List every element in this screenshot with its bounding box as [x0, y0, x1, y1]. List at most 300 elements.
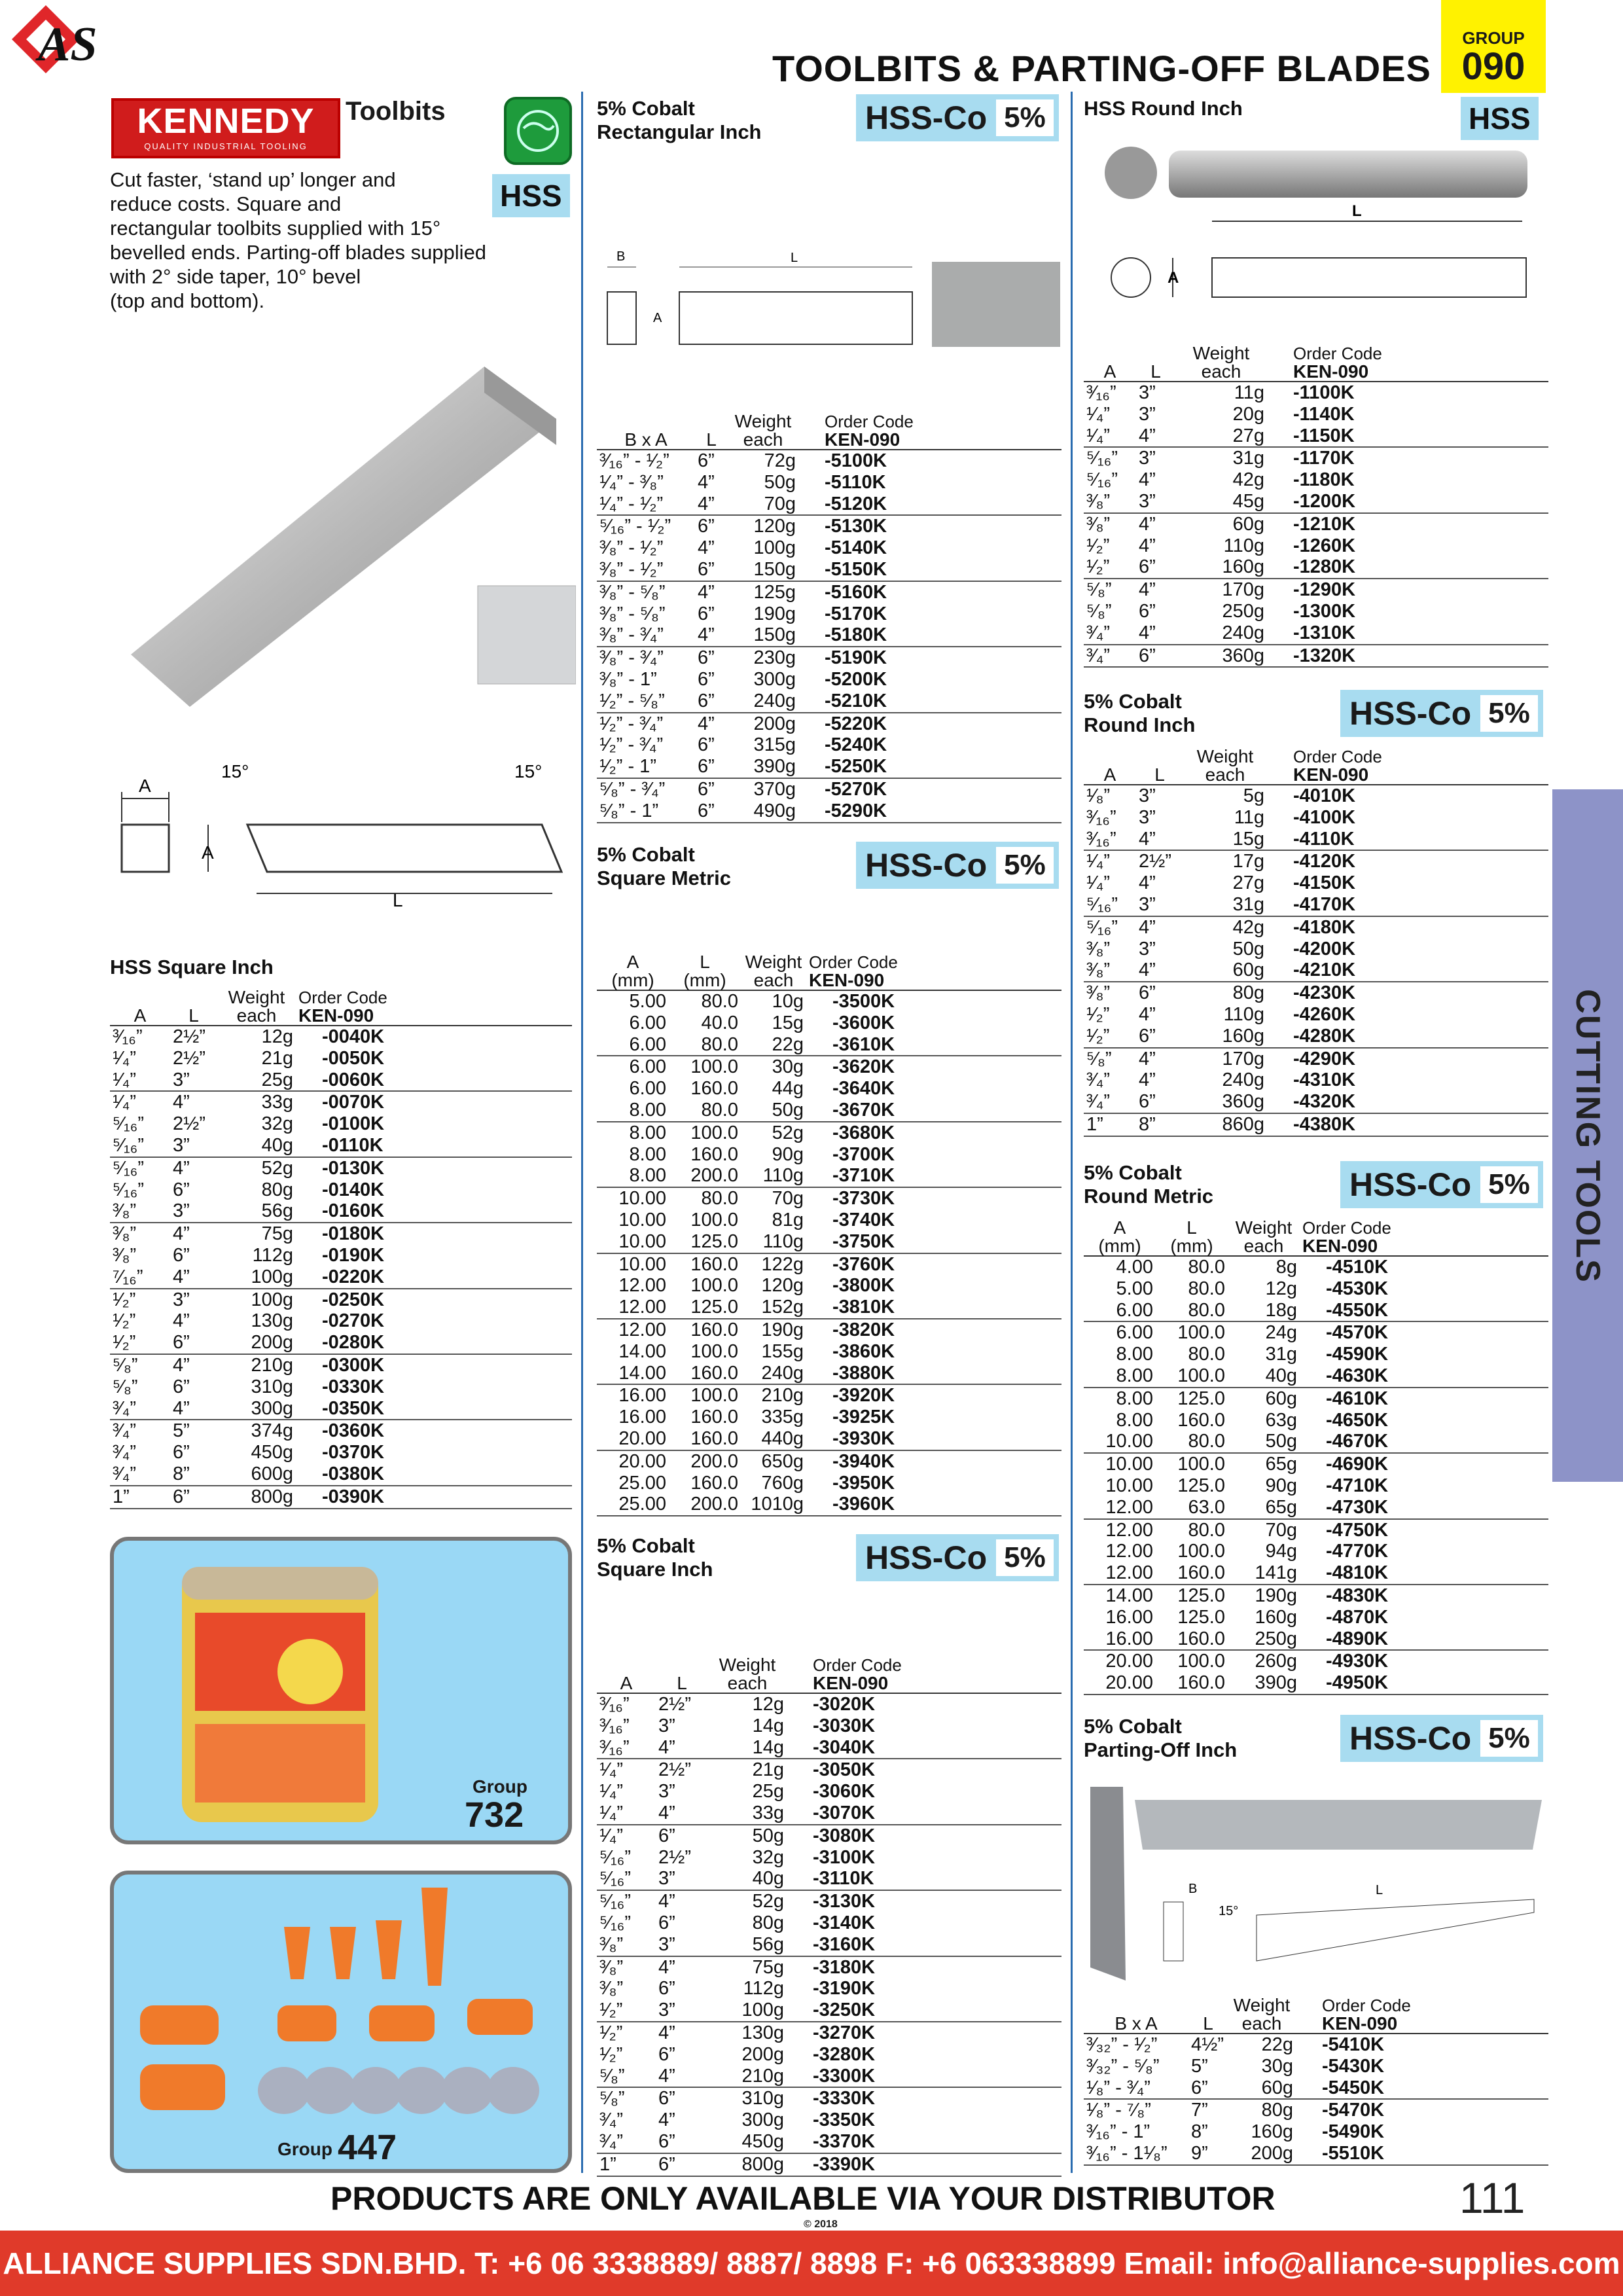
order-code-cell: -1280K	[1293, 556, 1356, 578]
table-row	[597, 1297, 1061, 1319]
hss-badge: HSS	[1461, 97, 1539, 140]
length-cell: 6”	[658, 2043, 675, 2065]
length-cell: 4”	[1139, 622, 1156, 643]
length-cell: 80.0	[701, 991, 738, 1012]
length-cell: 8”	[1191, 2121, 1208, 2143]
order-code-cell: -3390K	[787, 2153, 1061, 2176]
table-row	[1084, 404, 1548, 425]
length-cell: 4”	[1136, 1048, 1183, 1070]
table-row	[597, 1165, 1061, 1187]
weight-cell: 490g	[728, 800, 798, 823]
table-row	[1084, 850, 1548, 872]
size-cell: 25.00	[618, 1472, 666, 1494]
size-cell: ⁵⁄₁₆” - ¹⁄₂”	[597, 515, 695, 537]
order-code-cell: -5210K	[825, 690, 887, 711]
globe-icon	[504, 97, 572, 165]
order-code-cell: -4670K	[1326, 1431, 1389, 1452]
order-code-cell: -5120K	[825, 493, 887, 514]
table-row	[1084, 1388, 1548, 1410]
length-cell: 3”	[1139, 490, 1156, 512]
length-cell: 6”	[173, 1244, 190, 1266]
ad-group-label: Group	[277, 2139, 332, 2159]
side-tab-label: CUTTING TOOLS	[1569, 989, 1607, 1283]
weight-cell: 120g	[728, 515, 798, 537]
weight-cell: 32g	[261, 1113, 293, 1135]
table-row	[597, 493, 1061, 516]
length-cell: 3”	[658, 1933, 675, 1955]
length-cell: 3”	[1139, 938, 1156, 960]
length-cell: 160.0	[1177, 1628, 1225, 1649]
table-header: A (mm) L (mm) Weight each Order Code KEN-090	[1084, 1219, 1548, 1256]
order-code-cell: -3110K	[813, 1868, 874, 1890]
length-cell: 4”	[695, 581, 728, 603]
length-cell: 3”	[658, 2000, 675, 2021]
size-cell: ³⁄₁₆” - 1¹⁄₈”	[1084, 2143, 1188, 2165]
length-cell: 200.0	[669, 1450, 741, 1473]
size-cell: ⁵⁄₁₆”	[113, 1134, 145, 1156]
table-row	[1084, 579, 1548, 601]
size-cell: ¹⁄₄”	[599, 1802, 623, 1823]
length-cell: 100.0	[1177, 1541, 1225, 1562]
length-cell: 2½”	[656, 1759, 708, 1781]
weight-cell: 12g	[1265, 1278, 1297, 1299]
length-cell: 4”	[698, 471, 715, 493]
table-row	[1084, 645, 1548, 668]
order-code-cell: -4010K	[1293, 785, 1356, 806]
size-cell: 6.00	[629, 1033, 666, 1055]
weight-cell: 150g	[753, 624, 796, 646]
table-row	[1084, 1300, 1548, 1322]
order-code-cell: -3700K	[832, 1143, 895, 1165]
size-cell: ³⁄₈”	[113, 1244, 137, 1266]
brand-name: KENNEDY	[137, 101, 315, 141]
size-cell: ¹⁄₄” - ¹⁄₂”	[599, 493, 664, 514]
product-title: Toolbits	[346, 97, 446, 126]
table-row	[597, 1978, 1061, 2000]
weight-cell: 12g	[261, 1026, 293, 1047]
size-cell: ³⁄₁₆” - 1”	[1086, 2121, 1150, 2143]
size-cell: 1”	[1084, 1113, 1136, 1136]
category-side-tab[interactable]	[1552, 789, 1623, 1482]
weight-cell: 360g	[1222, 1091, 1264, 1113]
order-code-cell: -5510K	[1296, 2143, 1548, 2165]
weight-cell: 72g	[764, 450, 796, 471]
table-row	[1084, 447, 1548, 469]
table-row	[1084, 1256, 1548, 1278]
weight-cell: 450g	[251, 1442, 293, 1463]
length-cell: 4”	[1136, 916, 1183, 939]
size-cell: ¹⁄₈”	[1086, 785, 1111, 806]
size-cell: ¹⁄₂”	[599, 2000, 623, 2021]
order-code-cell: -0380K	[322, 1463, 385, 1484]
size-cell: ³⁄₄”	[1086, 622, 1110, 643]
weight-cell: 52g	[708, 1890, 787, 1912]
table-row	[597, 1056, 1061, 1078]
order-code-cell: -4710K	[1326, 1475, 1389, 1496]
length-cell: 100.0	[1156, 1453, 1228, 1475]
size-cell: 16.00	[1105, 1606, 1153, 1628]
table-row	[1084, 1091, 1548, 1113]
table-row	[597, 778, 1061, 800]
order-code-cell: -4950K	[1300, 1672, 1548, 1695]
table-row	[1084, 513, 1548, 535]
length-cell: 80.0	[1188, 1257, 1225, 1278]
coolant-ad[interactable]	[110, 1537, 572, 1844]
table-row	[1084, 491, 1548, 513]
size-cell: ¹⁄₄”	[599, 1781, 623, 1803]
weight-cell: 15g	[772, 1012, 804, 1033]
weight-cell: 141g	[1255, 1562, 1297, 1584]
length-cell: 100.0	[669, 1122, 741, 1144]
table-header: A L Weight each Order Code KEN-090	[597, 1656, 1061, 1693]
size-cell: 4.00	[1116, 1257, 1153, 1278]
table-row	[110, 1069, 572, 1092]
length-cell: 3”	[658, 1781, 675, 1803]
weight-cell: 50g	[1232, 938, 1264, 960]
order-code-cell: -0050K	[322, 1047, 385, 1069]
length-cell: 80.0	[1188, 1278, 1225, 1299]
length-cell: 3”	[1139, 785, 1156, 806]
size-cell: ³⁄₁₆”	[1086, 828, 1116, 850]
order-code-cell: -3330K	[787, 2087, 1061, 2109]
svg-text:15°: 15°	[1219, 1904, 1239, 1918]
size-cell: ¹⁄₄”	[113, 1069, 136, 1090]
length-cell: 6”	[656, 2153, 708, 2176]
hose-ad[interactable]	[110, 1871, 572, 2173]
length-cell: 4”	[698, 624, 715, 646]
weight-cell: 63g	[1265, 1409, 1297, 1431]
weight-cell: 170g	[1183, 1048, 1267, 1070]
size-cell: ¹⁄₈” - ³⁄₄”	[1086, 2077, 1150, 2098]
weight-cell: 70g	[1228, 1519, 1300, 1541]
size-cell: ⁵⁄₈”	[113, 1376, 138, 1397]
weight-cell: 200g	[741, 2043, 784, 2065]
length-cell: 200.0	[690, 1165, 738, 1187]
table-row	[1084, 535, 1548, 557]
table-row	[597, 515, 1061, 537]
order-code-cell: -4770K	[1326, 1541, 1389, 1562]
size-cell: ⁵⁄₁₆”	[599, 1846, 632, 1868]
order-code-cell: -3060K	[813, 1781, 876, 1803]
table-header: A (mm) L (mm) Weight each Order Code KEN-090	[597, 953, 1061, 990]
length-cell: 100.0	[690, 1275, 738, 1297]
order-code-cell: -4750K	[1300, 1519, 1548, 1541]
table-row	[597, 603, 1061, 625]
weight-cell: 190g	[1228, 1585, 1300, 1607]
length-cell: 4”	[1139, 872, 1156, 894]
order-code-cell: -4830K	[1300, 1585, 1548, 1607]
weight-cell: 450g	[741, 2130, 784, 2152]
weight-cell: 52g	[741, 1122, 806, 1144]
order-code-cell: -4810K	[1326, 1562, 1389, 1584]
length-cell: 100.0	[690, 1209, 738, 1230]
order-code-cell: -4510K	[1326, 1257, 1389, 1278]
length-cell: 6”	[658, 2130, 675, 2152]
order-code-cell: -5100K	[825, 450, 887, 471]
length-cell: 3”	[1139, 382, 1156, 403]
ad-group-label: Group	[473, 1776, 527, 1797]
weight-cell: 24g	[1228, 1321, 1300, 1344]
length-cell: 100.0	[1177, 1365, 1225, 1386]
size-cell: 8.00	[629, 1165, 666, 1187]
table-row	[1084, 2077, 1548, 2100]
length-cell: 125.0	[1177, 1606, 1225, 1628]
size-cell: ⁵⁄₈” - ³⁄₄”	[597, 778, 695, 800]
table-row	[110, 1420, 572, 1442]
weight-cell: 160g	[1222, 556, 1264, 578]
size-cell: ³⁄₈” - ¹⁄₂”	[599, 558, 664, 580]
weight-cell: 390g	[1228, 1672, 1300, 1695]
table-row	[597, 1100, 1061, 1122]
weight-cell: 21g	[261, 1047, 293, 1069]
table-header: A L Weight each Order Code KEN-090	[1084, 344, 1548, 382]
length-cell: 4”	[1139, 1069, 1156, 1091]
size-cell: ³⁄₈”	[1086, 490, 1111, 512]
order-code-cell: -5220K	[798, 713, 1061, 735]
weight-cell: 5g	[1243, 785, 1264, 806]
size-cell: ³⁄₈”	[599, 1933, 624, 1955]
table-row	[597, 800, 1061, 823]
table-row	[597, 537, 1061, 559]
distributor-note: PRODUCTS ARE ONLY AVAILABLE VIA YOUR DISTRIBUTOR	[330, 2180, 1275, 2217]
table-row	[1084, 1069, 1548, 1091]
size-cell: 1”	[597, 2153, 656, 2176]
svg-text:B: B	[616, 249, 626, 264]
hss-badge: HSS	[492, 174, 570, 217]
table-row	[1084, 829, 1548, 851]
order-code-cell: -0070K	[296, 1091, 572, 1113]
weight-cell: 335g	[761, 1407, 804, 1428]
size-cell: 10.00	[1105, 1431, 1153, 1452]
weight-cell: 27g	[1232, 872, 1264, 894]
size-cell: ⁵⁄₈” - 1”	[597, 800, 695, 823]
size-cell: ⁵⁄₁₆”	[599, 1912, 632, 1933]
size-cell: ³⁄₁₆”	[599, 1715, 630, 1736]
order-code-cell: -0140K	[322, 1179, 385, 1200]
svg-text:A: A	[1168, 269, 1179, 287]
hss-co-badge: HSS-Co 5%	[856, 94, 1059, 141]
table-row	[597, 1122, 1061, 1144]
order-code-cell: -3960K	[806, 1494, 1061, 1516]
weight-cell: 170g	[1175, 579, 1267, 601]
table-row	[1084, 982, 1548, 1004]
weight-cell: 20g	[1232, 403, 1264, 425]
weight-cell: 42g	[1232, 469, 1264, 491]
weight-cell: 60g	[1175, 513, 1267, 535]
weight-cell: 160g	[1255, 1606, 1297, 1628]
table-row	[110, 1048, 572, 1069]
length-cell: 3”	[173, 1200, 190, 1222]
weight-cell: 27g	[1232, 425, 1264, 446]
size-cell: ¹⁄₂”	[113, 1310, 136, 1332]
order-code-cell: -4530K	[1326, 1278, 1389, 1299]
order-code-cell: -3670K	[832, 1099, 895, 1121]
weight-cell: 650g	[741, 1450, 806, 1473]
size-cell: ³⁄₈” - ⁵⁄₈”	[599, 603, 666, 624]
table-row	[1084, 1672, 1548, 1695]
size-cell: ¹⁄₄”	[1086, 872, 1110, 894]
order-code-cell: -1100K	[1293, 382, 1355, 403]
weight-cell: 315g	[753, 734, 796, 756]
table-row	[597, 1034, 1061, 1056]
size-cell: ³⁄₁₆” - ¹⁄₂”	[599, 450, 669, 471]
length-cell: 3”	[173, 1069, 190, 1090]
size-cell: ³⁄₄”	[599, 2130, 623, 2152]
weight-cell: 8g	[1275, 1257, 1297, 1278]
svg-text:L: L	[791, 251, 798, 265]
section-title: HSS Square Inch	[110, 956, 274, 978]
length-cell: 4”	[656, 2022, 708, 2044]
table-row	[597, 1384, 1061, 1407]
length-cell: 3”	[170, 1289, 217, 1311]
length-cell: 8”	[173, 1463, 190, 1484]
order-code-cell: -4150K	[1293, 872, 1356, 894]
length-cell: 3”	[1139, 403, 1156, 425]
table-row	[1084, 1278, 1548, 1300]
length-cell: 160.0	[690, 1472, 738, 1494]
length-cell: 4”	[658, 2109, 675, 2131]
table-row	[1084, 1475, 1548, 1497]
length-cell: 4”	[1136, 513, 1175, 535]
length-cell: 6”	[698, 734, 715, 756]
size-cell: ⁵⁄₁₆”	[110, 1157, 170, 1179]
length-cell: 6”	[1136, 982, 1183, 1004]
table-row	[110, 1179, 572, 1201]
order-code-cell: -3680K	[806, 1122, 1061, 1144]
size-cell: ³⁄₈”	[110, 1223, 170, 1245]
table-row	[110, 1486, 572, 1509]
table-row	[1084, 1365, 1548, 1388]
weight-cell: 22g	[1261, 2034, 1293, 2055]
weight-cell: 110g	[1223, 1003, 1264, 1025]
weight-cell: 210g	[741, 1384, 806, 1407]
weight-cell: 160g	[1222, 1025, 1264, 1047]
order-code-cell: -3130K	[787, 1890, 1061, 1912]
order-code-cell: -0160K	[322, 1200, 385, 1222]
order-code-cell: -4310K	[1293, 1069, 1356, 1091]
table-row	[110, 1113, 572, 1135]
table-row	[597, 2153, 1061, 2176]
table-row	[597, 734, 1061, 756]
table-row	[597, 713, 1061, 735]
table-row	[1084, 1453, 1548, 1475]
table-row	[597, 990, 1061, 1013]
length-cell: 5”	[1191, 2055, 1208, 2077]
size-cell: 8.00	[629, 1099, 666, 1121]
length-cell: 4”	[1139, 535, 1156, 556]
size-cell: ⁵⁄₁₆”	[1086, 469, 1118, 491]
table-row	[1084, 785, 1548, 807]
size-cell: ³⁄₈” - ⁵⁄₈”	[597, 581, 695, 603]
table-row	[1084, 2099, 1548, 2121]
length-cell: 6”	[173, 1179, 190, 1200]
size-cell: ³⁄₈”	[1086, 960, 1111, 981]
weight-cell: 100g	[741, 2000, 784, 2021]
section-title: 5% Cobalt Square Inch	[597, 1534, 713, 1581]
weight-cell: 860g	[1183, 1113, 1267, 1136]
length-cell: 3”	[1139, 893, 1156, 915]
table-row	[110, 1289, 572, 1311]
svg-text:L: L	[1376, 1883, 1383, 1897]
length-cell: 6”	[1139, 600, 1156, 622]
size-cell: 10.00	[618, 1230, 666, 1252]
weight-cell: 130g	[251, 1310, 293, 1332]
order-code-cell: -4930K	[1300, 1650, 1548, 1672]
order-code-cell: -4260K	[1293, 1003, 1356, 1025]
as-logo	[7, 0, 157, 98]
table-row	[1084, 939, 1548, 960]
size-cell: ³⁄₁₆”	[1086, 382, 1116, 403]
weight-cell: 42g	[1183, 916, 1267, 939]
table-hss-square-inch	[110, 988, 572, 1509]
size-cell: ³⁄₃₂” - ¹⁄₂”	[1086, 2034, 1158, 2055]
hss-co-badge: HSS-Co 5%	[1340, 1715, 1543, 1762]
size-cell: ⁵⁄₈”	[1086, 600, 1112, 622]
order-code-cell: -4610K	[1300, 1388, 1548, 1410]
weight-cell: 22g	[772, 1033, 804, 1055]
hss-co-badge: HSS-Co 5%	[1340, 690, 1543, 737]
length-cell: 160.0	[1177, 1562, 1225, 1584]
size-cell: ³⁄₁₆”	[113, 1026, 143, 1047]
size-cell: ³⁄₄”	[113, 1463, 136, 1484]
size-cell: 20.00	[1084, 1672, 1156, 1695]
weight-cell: 250g	[1255, 1628, 1297, 1649]
order-code-cell: -3610K	[832, 1033, 895, 1055]
order-code-cell: -4890K	[1326, 1628, 1389, 1649]
weight-cell: 45g	[1232, 490, 1264, 512]
size-cell: 14.00	[618, 1340, 666, 1362]
size-cell: ³⁄₈”	[597, 1956, 656, 1979]
table-row	[1084, 556, 1548, 579]
section-title: HSS Round Inch	[1084, 97, 1243, 120]
size-cell: ³⁄₄”	[1086, 1091, 1110, 1113]
length-cell: 6”	[1139, 556, 1156, 578]
size-cell: ¹⁄₂” - ³⁄₄”	[597, 713, 695, 735]
order-code-cell: -0060K	[322, 1069, 385, 1090]
table-row	[597, 1934, 1061, 1956]
weight-cell: 33g	[217, 1091, 296, 1113]
length-cell: 100.0	[669, 1056, 741, 1078]
intro-text: Cut faster, ‘stand up’ longer and reduce costs. Square and rectangular toolbits supplied with 15° bevelled ends. Parting-off blades supplied with 2° side taper, 10° bevel (top and bottom).	[110, 168, 487, 312]
table-row	[597, 2000, 1061, 2022]
order-code-cell: -0280K	[322, 1332, 385, 1354]
order-code-cell: -0360K	[296, 1420, 572, 1442]
table-row	[597, 1253, 1061, 1276]
table-row	[1084, 872, 1548, 894]
length-cell: 4”	[698, 493, 715, 514]
size-cell: 20.00	[618, 1427, 666, 1449]
table-row	[597, 1473, 1061, 1494]
weight-cell: 80g	[1228, 2099, 1296, 2121]
hss-co-badge: HSS-Co 5%	[856, 842, 1059, 889]
size-cell: ¹⁄₂”	[599, 2043, 623, 2065]
length-cell: 6”	[1191, 2077, 1208, 2098]
length-cell: 9”	[1188, 2143, 1228, 2165]
length-cell: 80.0	[701, 1033, 738, 1055]
order-code-cell: -3140K	[813, 1912, 876, 1933]
length-cell: 125.0	[690, 1230, 738, 1252]
table-row	[597, 1275, 1061, 1297]
length-cell: 100.0	[690, 1340, 738, 1362]
size-cell: ⁵⁄₁₆”	[1086, 893, 1118, 915]
weight-cell: 130g	[708, 2022, 787, 2044]
table-cobalt-rect-inch	[597, 412, 1061, 823]
size-cell: ⁵⁄₈”	[597, 2087, 656, 2109]
table-row	[110, 1026, 572, 1048]
order-code-cell: -1300K	[1293, 600, 1356, 622]
order-code-cell: -3190K	[813, 1978, 876, 2000]
length-cell: 6”	[695, 800, 728, 823]
